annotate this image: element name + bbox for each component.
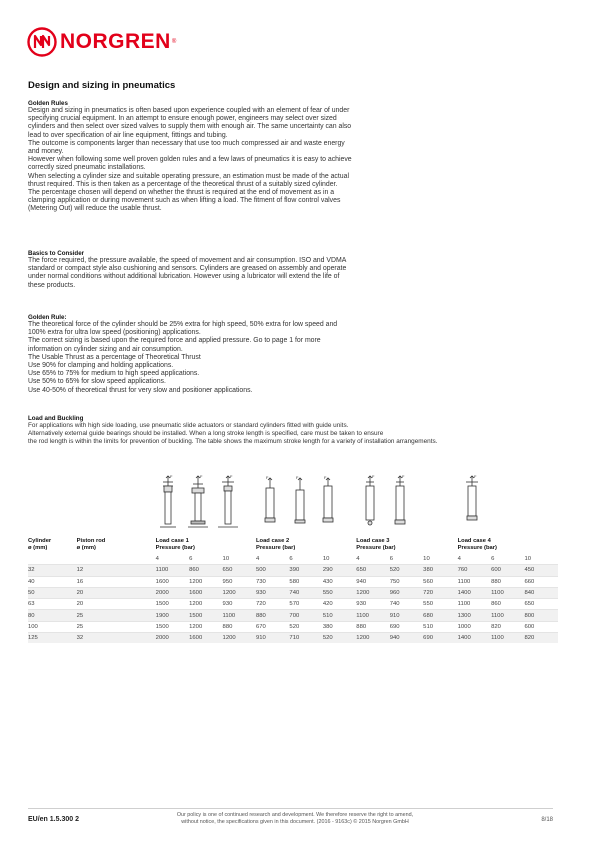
table-cell: 420	[323, 599, 356, 610]
force-label: F	[266, 475, 269, 480]
column-header: Load case 1 Pressure (bar)	[155, 538, 195, 551]
pressure-cell: 4	[457, 556, 461, 563]
table-cell: 910	[390, 610, 423, 621]
table-cell: 720	[423, 587, 457, 598]
pressure-cell: 4	[356, 556, 360, 563]
table-cell: 380	[323, 621, 356, 632]
section-golden-rules	[28, 100, 548, 214]
table-cell: 1100	[491, 633, 524, 644]
force-label: F	[402, 474, 405, 479]
table-cell: 1100	[156, 565, 189, 576]
pressure-cell: 10	[423, 556, 430, 563]
table-cell: 800	[525, 610, 559, 621]
force-label: F	[372, 474, 375, 479]
table-cell: 1100	[491, 610, 524, 621]
force-label: F	[170, 474, 173, 479]
paragraph-line: under normal conditions without additional lubrication. However using a lubricator will extend the life of	[28, 273, 340, 281]
table-cell: 520	[289, 621, 322, 632]
table-cell: 1500	[156, 621, 189, 632]
norgren-logo	[27, 26, 176, 58]
table-cell: 880	[491, 576, 524, 587]
table-cell: 380	[423, 565, 457, 576]
column-header: Piston rod ø (mm)	[76, 538, 106, 551]
pressure-subheader-row	[28, 554, 558, 565]
paragraph-line: Use 50% to 65% for slow speed applications.	[28, 378, 166, 386]
column-header: Load case 4 Pressure (bar)	[457, 538, 497, 551]
table-cell: 560	[423, 576, 457, 587]
paragraph-line: cylinders and then select over sized valves to supply them with enough air. The same uncertainty can also	[28, 123, 352, 131]
table-cell: 1200	[223, 587, 256, 598]
footer-disclaimer	[140, 812, 450, 827]
table-cell: 1200	[356, 633, 389, 644]
table-cell: 550	[323, 587, 356, 598]
table-cell: 730	[256, 576, 289, 587]
footer-divider	[28, 808, 553, 809]
column-header: Cylinder ø (mm)	[28, 538, 52, 551]
table-cell: 430	[323, 576, 356, 587]
table-cell: 680	[423, 610, 457, 621]
norgren-emblem-icon	[27, 27, 57, 57]
paragraph-line: correctly sized pneumatic installations.	[28, 164, 146, 172]
table-header-row	[28, 537, 558, 554]
load-case-2-diagram	[258, 472, 338, 532]
table-cell: 2000	[156, 633, 189, 644]
table-row	[28, 576, 558, 587]
table-row	[28, 633, 558, 644]
table-cell: 390	[289, 565, 322, 576]
table-cell: 1100	[223, 610, 256, 621]
paragraph-line: thrust required. This is then taken as a percentage of the theoretical thrust of a suitably sized cylinder.	[28, 180, 338, 188]
column-header: Load case 2 Pressure (bar)	[255, 538, 296, 551]
table-cell: 1600	[189, 633, 222, 644]
section-load-buckling	[28, 415, 563, 446]
page-number: 8/18	[541, 817, 553, 823]
pressure-cell: 6	[389, 556, 394, 563]
section-basics	[28, 250, 548, 290]
table-cell: 125	[28, 633, 77, 644]
table-cell: 880	[223, 621, 256, 632]
table-cell: 910	[256, 633, 289, 644]
load-case-4-diagram	[460, 472, 490, 532]
paragraph-line: Design and sizing in pneumatics is often based upon experience coupled with an element of fear of under	[28, 107, 350, 114]
load-case-1-diagram	[158, 472, 248, 532]
table-cell: 740	[390, 599, 423, 610]
paragraph-line: The theoretical force of the cylinder should be 25% extra for high speed, 50% extra for low speed and	[28, 321, 338, 328]
table-cell: 1000	[458, 621, 491, 632]
table-body	[28, 565, 558, 644]
table-cell: 720	[256, 599, 289, 610]
table-cell: 450	[525, 565, 559, 576]
table-cell: 25	[77, 610, 156, 621]
table-cell: 710	[289, 633, 322, 644]
table-cell: 1500	[189, 610, 222, 621]
force-label: F	[296, 475, 299, 480]
paragraph-line: The force required, the pressure available, the speed of movement and air consumption. ISO and VDMA	[28, 257, 347, 264]
table-cell: 550	[423, 599, 457, 610]
table-cell: 820	[525, 633, 559, 644]
pressure-cell: 10	[222, 556, 230, 563]
table-cell: 930	[256, 587, 289, 598]
pressure-cell: 4	[155, 556, 159, 563]
section-heading: Golden Rule:	[28, 314, 67, 321]
table-cell: 940	[356, 576, 389, 587]
pressure-cell: 10	[322, 556, 330, 563]
table-cell: 740	[289, 587, 322, 598]
force-label: F	[200, 474, 203, 479]
table-cell: 580	[289, 576, 322, 587]
paragraph-line: Use 90% for clamping and holding applications.	[28, 362, 174, 370]
table-cell: 1200	[189, 599, 222, 610]
table-cell: 1600	[189, 587, 222, 598]
table-row	[28, 565, 558, 576]
paragraph-line: For applications with high side loading, use pneumatic slide actuators or standard cylinders fitted with guide units.	[28, 422, 349, 429]
table-cell: 510	[423, 621, 457, 632]
table-cell: 600	[525, 621, 559, 632]
table-cell: 660	[525, 576, 559, 587]
disclaimer-line: without notice, the specifications given in this document. (2016 - 9163c) © 2015 Norgren GmbH	[181, 819, 409, 826]
table-cell: 860	[189, 565, 222, 576]
paragraph-line: The percentage chosen will depend on whether the thrust is required at the end of movement as in a	[28, 189, 335, 197]
table-cell: 32	[77, 633, 156, 644]
table-cell: 840	[525, 587, 559, 598]
table-cell: 32	[28, 565, 77, 576]
table-cell: 880	[356, 621, 389, 632]
table-cell: 40	[28, 576, 77, 587]
paragraph-line: The correct sizing is based upon the required force and applied pressure. Go to page 1 for more	[28, 337, 321, 345]
table-cell: 600	[491, 565, 524, 576]
table-cell: 960	[390, 587, 423, 598]
paragraph-line: the rod length is within the limits for prevention of buckling. The table shows the maximum stroke length for a variety of installation arrangements.	[28, 438, 438, 445]
table-cell: 2000	[156, 587, 189, 598]
table-cell: 700	[289, 610, 322, 621]
table-cell: 650	[356, 565, 389, 576]
table-cell: 860	[491, 599, 524, 610]
table-cell: 520	[390, 565, 423, 576]
table-cell: 1400	[458, 633, 491, 644]
paragraph-line: lead to over specification of air line equipment, fittings and tubing.	[28, 131, 228, 139]
table-cell: 760	[458, 565, 491, 576]
table-cell: 1100	[458, 599, 491, 610]
main-content	[28, 80, 548, 445]
table-cell: 690	[423, 633, 457, 644]
paragraph-line: The outcome is components larger than necessary that use too much compressed air and waste energy	[28, 139, 345, 147]
paragraph-line: (Metering Out) will reduce the usable thrust.	[28, 205, 162, 213]
table-cell: 820	[491, 621, 524, 632]
table-cell: 290	[323, 565, 356, 576]
column-header: Load case 3 Pressure (bar)	[356, 538, 396, 551]
table-cell: 940	[390, 633, 423, 644]
table-cell: 100	[28, 621, 77, 632]
disclaimer-line: Our policy is one of continued research and development. We therefore reserve the right to amend,	[176, 812, 414, 818]
table-row	[28, 599, 558, 610]
section-heading: Basics to Consider	[28, 250, 85, 257]
table-cell: 690	[390, 621, 423, 632]
load-case-diagrams	[0, 472, 596, 532]
buckling-stroke-table	[28, 537, 558, 643]
paragraph-line: standard or compact style also cushioning and sensors. Cylinders are greased on assembly and operate	[28, 265, 347, 273]
brand-name: NORGREN	[60, 30, 171, 53]
paragraph-line: information on cylinder sizing and air consumption.	[28, 345, 183, 353]
table-cell: 520	[323, 633, 356, 644]
paragraph-line: The Usable Thrust as a percentage of Theoretical Thrust	[28, 353, 201, 361]
paragraph-line: Use 65% to 75% for medium to high speed applications.	[28, 370, 200, 378]
table-cell: 12	[77, 565, 156, 576]
pressure-cell: 6	[189, 556, 193, 563]
table-cell: 930	[356, 599, 389, 610]
table-cell: 570	[289, 599, 322, 610]
table-cell: 650	[525, 599, 559, 610]
table-cell: 80	[28, 610, 77, 621]
force-label: F	[230, 474, 233, 479]
table-cell: 20	[77, 587, 156, 598]
table-cell: 63	[28, 599, 77, 610]
table-cell: 670	[256, 621, 289, 632]
paragraph-line: Use 40-50% of theoretical thrust for very slow and positioner applications.	[28, 386, 253, 394]
section-heading: Golden Rules	[28, 100, 68, 107]
page-title: Design and sizing in pneumatics	[28, 80, 176, 91]
table-cell: 930	[223, 599, 256, 610]
table-cell: 750	[390, 576, 423, 587]
paragraph-line: specifying crucial equipment. In an attempt to ensure enough power, engineers may select over sized	[28, 115, 337, 123]
paragraph-line: and money.	[28, 148, 64, 156]
table-cell: 1100	[458, 576, 491, 587]
paragraph-line: Alternatively external guide bearings should be installed. When a long stroke length is specified, care must be taken to ensure	[28, 430, 384, 437]
table-cell: 1200	[189, 576, 222, 587]
paragraph-line: clamping application or during movement such as when lifting a load. The fitment of flow control valves	[28, 197, 341, 205]
table-row	[28, 621, 558, 632]
table-cell: 880	[256, 610, 289, 621]
pressure-cell: 4	[255, 556, 260, 563]
table-row	[28, 587, 558, 598]
section-golden-rule	[28, 314, 548, 395]
table-cell: 1500	[156, 599, 189, 610]
table-cell: 1900	[156, 610, 189, 621]
section-heading: Load and Buckling	[28, 415, 84, 422]
table-cell: 1600	[156, 576, 189, 587]
paragraph-line: 100% extra for ultra low speed (positioning) applications.	[28, 329, 201, 337]
paragraph-line: these products.	[28, 281, 76, 289]
table-cell: 1400	[458, 587, 491, 598]
pressure-cell: 10	[524, 556, 532, 563]
paragraph-line: However when following some well proven golden rules and a few laws of pneumatics it is easy to achieve	[28, 156, 352, 164]
table-row	[28, 610, 558, 621]
table-cell: 50	[28, 587, 77, 598]
table-cell: 1200	[356, 587, 389, 598]
table-cell: 20	[77, 599, 156, 610]
load-case-3-diagram	[360, 472, 420, 532]
registered-mark: ®	[171, 39, 177, 45]
pressure-cell: 6	[289, 556, 293, 563]
table-cell: 650	[223, 565, 256, 576]
table-cell: 1200	[189, 621, 222, 632]
paragraph-line: When selecting a cylinder size and suitable operating pressure, an estimation must be made of the actual	[28, 172, 349, 180]
document-code: EU/en 1.5.300 2	[28, 816, 79, 823]
table-cell: 950	[223, 576, 256, 587]
table-cell: 1100	[491, 587, 524, 598]
table-cell: 1300	[458, 610, 491, 621]
table-cell: 25	[77, 621, 156, 632]
table-cell: 16	[77, 576, 156, 587]
table-cell: 510	[323, 610, 356, 621]
pressure-cell: 6	[491, 556, 495, 563]
force-label: F	[474, 474, 477, 479]
table-cell: 1200	[223, 633, 256, 644]
force-label: F	[324, 475, 327, 480]
table-cell: 500	[256, 565, 289, 576]
table-cell: 1100	[356, 610, 389, 621]
